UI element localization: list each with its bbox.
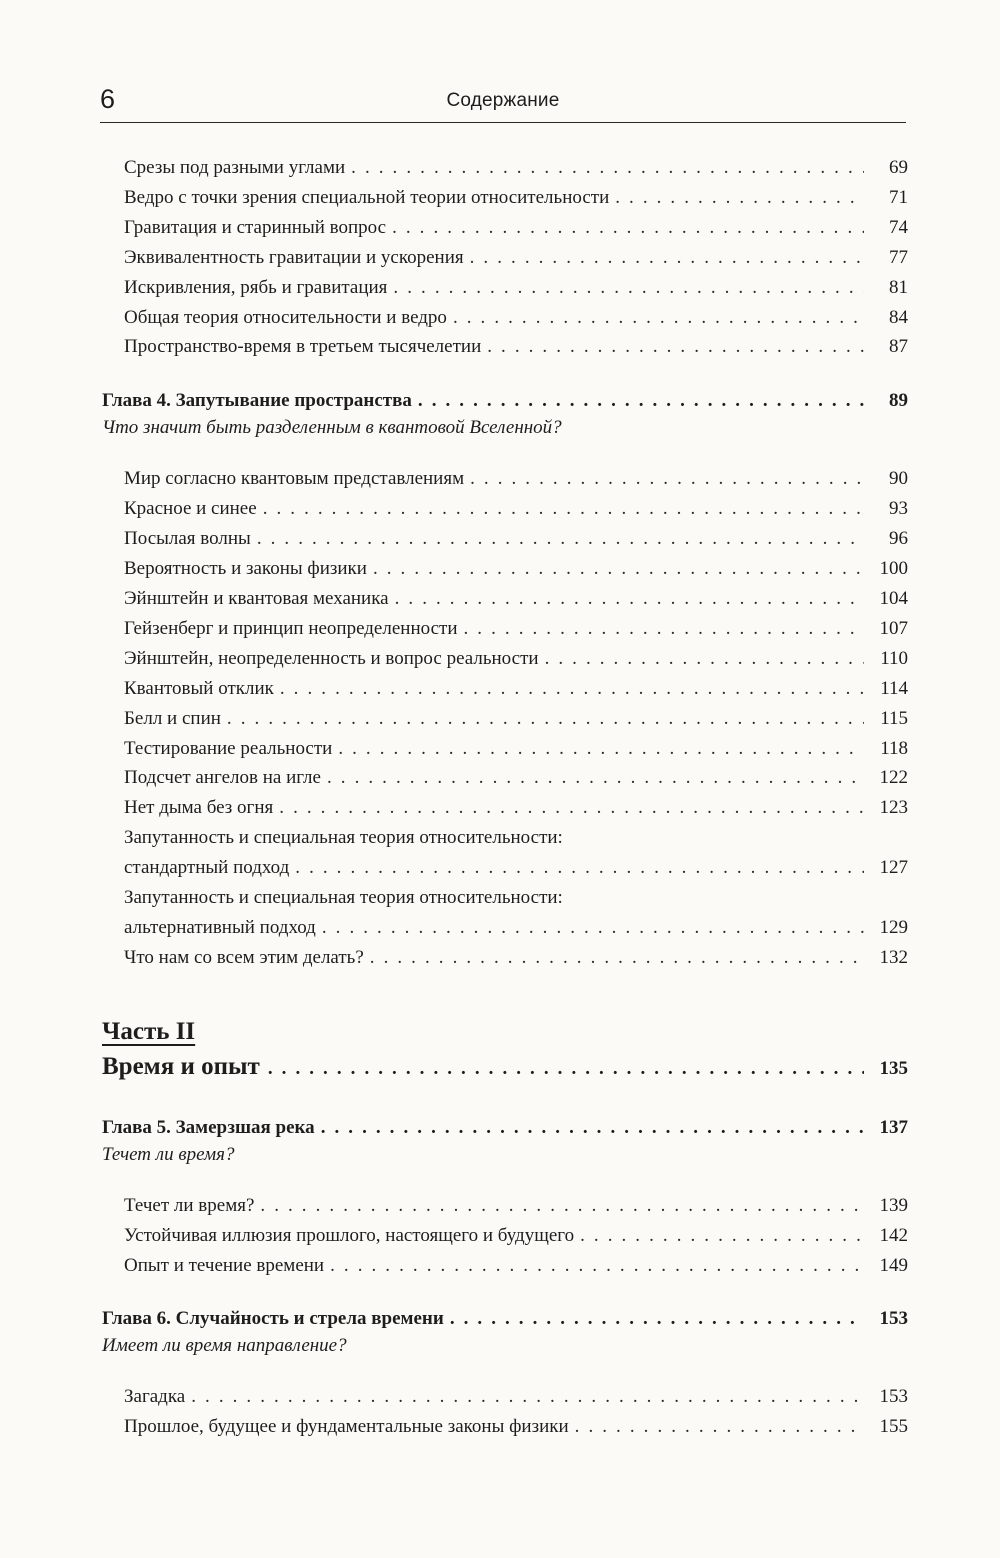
leader-dots xyxy=(580,1221,864,1251)
toc-entry-page: 149 xyxy=(879,1254,908,1276)
toc-entry[interactable] xyxy=(102,943,908,973)
toc-entry-title-line-2: стандартный подход xyxy=(124,857,290,879)
toc-entry-title: Нет дыма без огня xyxy=(124,797,274,819)
chapter-5-heading[interactable] xyxy=(102,1115,908,1141)
leader-dots xyxy=(338,734,864,764)
chapter-4-subtitle: Что значит быть разделенным в квантовой Вселенной? xyxy=(102,417,562,439)
toc-entry-title: Пространство-время в третьем тысячелетии xyxy=(124,336,482,358)
leader-dots xyxy=(450,1306,864,1332)
toc-entry-page: 96 xyxy=(889,528,908,550)
chapter-title: Глава 4. Запутывание пространства xyxy=(102,390,412,412)
toc-entry-page: 129 xyxy=(879,916,908,938)
part-page: 135 xyxy=(879,1057,908,1079)
toc-section-block-3 xyxy=(102,1191,908,1281)
toc-entry[interactable] xyxy=(102,1412,908,1442)
toc-entry-page: 155 xyxy=(879,1416,908,1438)
toc-entry-page: 123 xyxy=(879,797,908,819)
toc-entry-page: 100 xyxy=(879,558,908,580)
toc-entry-title: Что нам со всем этим делать? xyxy=(124,946,364,968)
leader-dots xyxy=(280,674,864,704)
leader-dots xyxy=(393,273,864,303)
toc-entry[interactable] xyxy=(102,1251,908,1281)
toc-entry-title: Мир согласно квантовым представлениям xyxy=(124,468,465,490)
toc-entry-title: Белл и спин xyxy=(124,707,221,729)
chapter-title: Глава 5. Замерзшая река xyxy=(102,1116,315,1138)
leader-dots xyxy=(453,303,864,333)
toc-entry-title: Красное и синее xyxy=(124,498,257,520)
leader-dots xyxy=(487,332,864,362)
leader-dots xyxy=(321,1115,864,1141)
toc-entry-page: 127 xyxy=(879,857,908,879)
toc-entry[interactable] xyxy=(102,213,908,243)
toc-entry[interactable] xyxy=(102,1191,908,1221)
toc-entry-page: 142 xyxy=(879,1224,908,1246)
toc-entry[interactable] xyxy=(102,1221,908,1251)
chapter-page: 153 xyxy=(879,1308,908,1330)
part-heading[interactable] xyxy=(102,1047,908,1089)
leader-dots xyxy=(227,704,864,734)
chapter-title: Глава 6. Случайность и стрела времени xyxy=(102,1308,444,1330)
toc-entry[interactable] xyxy=(102,303,908,333)
leader-dots xyxy=(322,913,864,943)
toc-entry-title: Гейзенберг и принцип неопределенности xyxy=(124,617,458,639)
part-label: Часть II xyxy=(102,1017,196,1045)
toc-entry[interactable] xyxy=(102,704,908,734)
toc-entry-title: Загадка xyxy=(124,1386,186,1408)
leader-dots xyxy=(418,388,864,414)
toc-entry-page: 93 xyxy=(889,498,908,520)
table-of-contents xyxy=(102,153,908,1442)
leader-dots xyxy=(470,243,864,273)
part-title: Время и опыт xyxy=(102,1052,260,1080)
toc-entry[interactable] xyxy=(102,1382,908,1412)
toc-entry-page: 122 xyxy=(879,767,908,789)
toc-entry-title: Вероятность и законы физики xyxy=(124,558,367,580)
toc-entry[interactable] xyxy=(102,273,908,303)
toc-entry-page: 115 xyxy=(880,707,908,729)
toc-entry-title: Устойчивая иллюзия прошлого, настоящего и будущего xyxy=(124,1224,575,1246)
toc-entry-page: 139 xyxy=(879,1194,908,1216)
chapter-page: 89 xyxy=(889,390,908,412)
leader-dots xyxy=(373,554,864,584)
leader-dots xyxy=(545,644,864,674)
toc-entry-title: Эйнштейн, неопределенность и вопрос реальности xyxy=(124,647,539,669)
toc-entry-multiline[interactable] xyxy=(102,823,908,883)
toc-entry-page: 77 xyxy=(889,246,908,268)
toc-entry-title: Срезы под разными углами xyxy=(124,157,346,178)
leader-dots xyxy=(395,584,864,614)
toc-entry[interactable] xyxy=(102,734,908,764)
toc-entry-multiline[interactable] xyxy=(102,883,908,943)
chapter-6-subtitle: Имеет ли время направление? xyxy=(102,1335,347,1357)
toc-entry-page: 104 xyxy=(879,587,908,609)
leader-dots xyxy=(191,1382,864,1412)
toc-entry-title: Подсчет ангелов на игле xyxy=(124,767,321,789)
leader-dots xyxy=(260,1191,864,1221)
leader-dots xyxy=(615,183,864,213)
chapter-4-heading[interactable] xyxy=(102,388,908,414)
toc-entry-page: 118 xyxy=(880,737,908,759)
leader-dots xyxy=(370,943,864,973)
toc-entry[interactable] xyxy=(102,614,908,644)
toc-section-block-1 xyxy=(102,153,908,362)
toc-entry[interactable] xyxy=(102,243,908,273)
toc-entry-page: 132 xyxy=(879,946,908,968)
chapter-5-subtitle: Течет ли время? xyxy=(102,1143,235,1165)
toc-entry-page: 87 xyxy=(889,336,908,358)
toc-entry-page: 90 xyxy=(889,468,908,490)
leader-dots xyxy=(470,464,864,494)
toc-entry-page: 153 xyxy=(879,1386,908,1408)
leader-dots xyxy=(330,1251,864,1281)
toc-entry[interactable] xyxy=(102,153,908,183)
toc-entry-page: 107 xyxy=(879,617,908,639)
toc-entry-page: 81 xyxy=(889,276,908,298)
page-number: 6 xyxy=(100,84,116,114)
page-header xyxy=(100,86,906,123)
toc-entry-title: Посылая волны xyxy=(124,528,251,550)
leader-dots xyxy=(268,1049,864,1089)
toc-entry-title: Эйнштейн и квантовая механика xyxy=(124,587,389,609)
toc-entry-title: Искривления, рябь и гравитация xyxy=(124,276,388,298)
toc-entry[interactable] xyxy=(102,183,908,213)
toc-entry[interactable] xyxy=(102,644,908,674)
toc-entry-page: 84 xyxy=(889,306,908,328)
toc-entry-title: Опыт и течение времени xyxy=(124,1254,325,1276)
leader-dots xyxy=(279,793,864,823)
leader-dots xyxy=(351,153,864,183)
toc-entry-title: Общая теория относительности и ведро xyxy=(124,306,447,328)
toc-entry[interactable] xyxy=(102,554,908,584)
toc-section-block-4 xyxy=(102,1382,908,1442)
toc-entry[interactable] xyxy=(102,332,908,362)
toc-entry-title: Прошлое, будущее и фундаментальные законы физики xyxy=(124,1416,569,1438)
toc-entry[interactable] xyxy=(102,584,908,614)
toc-entry-title: Квантовый отклик xyxy=(124,677,274,699)
toc-entry-title: Эквивалентность гравитации и ускорения xyxy=(124,246,464,268)
toc-entry-page: 114 xyxy=(880,677,908,699)
toc-entry-title: Гравитация и старинный вопрос xyxy=(124,216,387,238)
toc-entry[interactable] xyxy=(102,464,908,494)
toc-entry-page: 110 xyxy=(880,647,908,669)
leader-dots xyxy=(295,853,864,883)
leader-dots xyxy=(257,524,864,554)
chapter-page: 137 xyxy=(879,1116,908,1138)
toc-entry-title-line-1: Запутанность и специальная теория относительности: xyxy=(124,887,563,909)
toc-entry[interactable] xyxy=(102,674,908,704)
chapter-6-heading[interactable] xyxy=(102,1306,908,1332)
toc-entry[interactable] xyxy=(102,524,908,554)
toc-entry[interactable] xyxy=(102,793,908,823)
leader-dots xyxy=(392,213,864,243)
toc-entry-title: Ведро с точки зрения специальной теории относительности xyxy=(124,186,610,208)
running-head: Содержание xyxy=(446,90,560,111)
toc-entry-title-line-1: Запутанность и специальная теория относительности: xyxy=(124,827,563,849)
leader-dots xyxy=(263,494,864,524)
toc-entry[interactable] xyxy=(102,494,908,524)
toc-entry[interactable] xyxy=(102,763,908,793)
toc-entry-page: 74 xyxy=(889,216,908,238)
toc-entry-page: 71 xyxy=(889,186,908,208)
leader-dots xyxy=(327,763,864,793)
toc-entry-page: 69 xyxy=(889,157,908,178)
toc-entry-title: Течет ли время? xyxy=(124,1194,255,1216)
toc-entry-title-line-2: альтернативный подход xyxy=(124,916,316,938)
leader-dots xyxy=(464,614,865,644)
toc-section-block-2 xyxy=(102,464,908,972)
leader-dots xyxy=(575,1412,864,1442)
toc-entry-title: Тестирование реальности xyxy=(124,737,333,759)
